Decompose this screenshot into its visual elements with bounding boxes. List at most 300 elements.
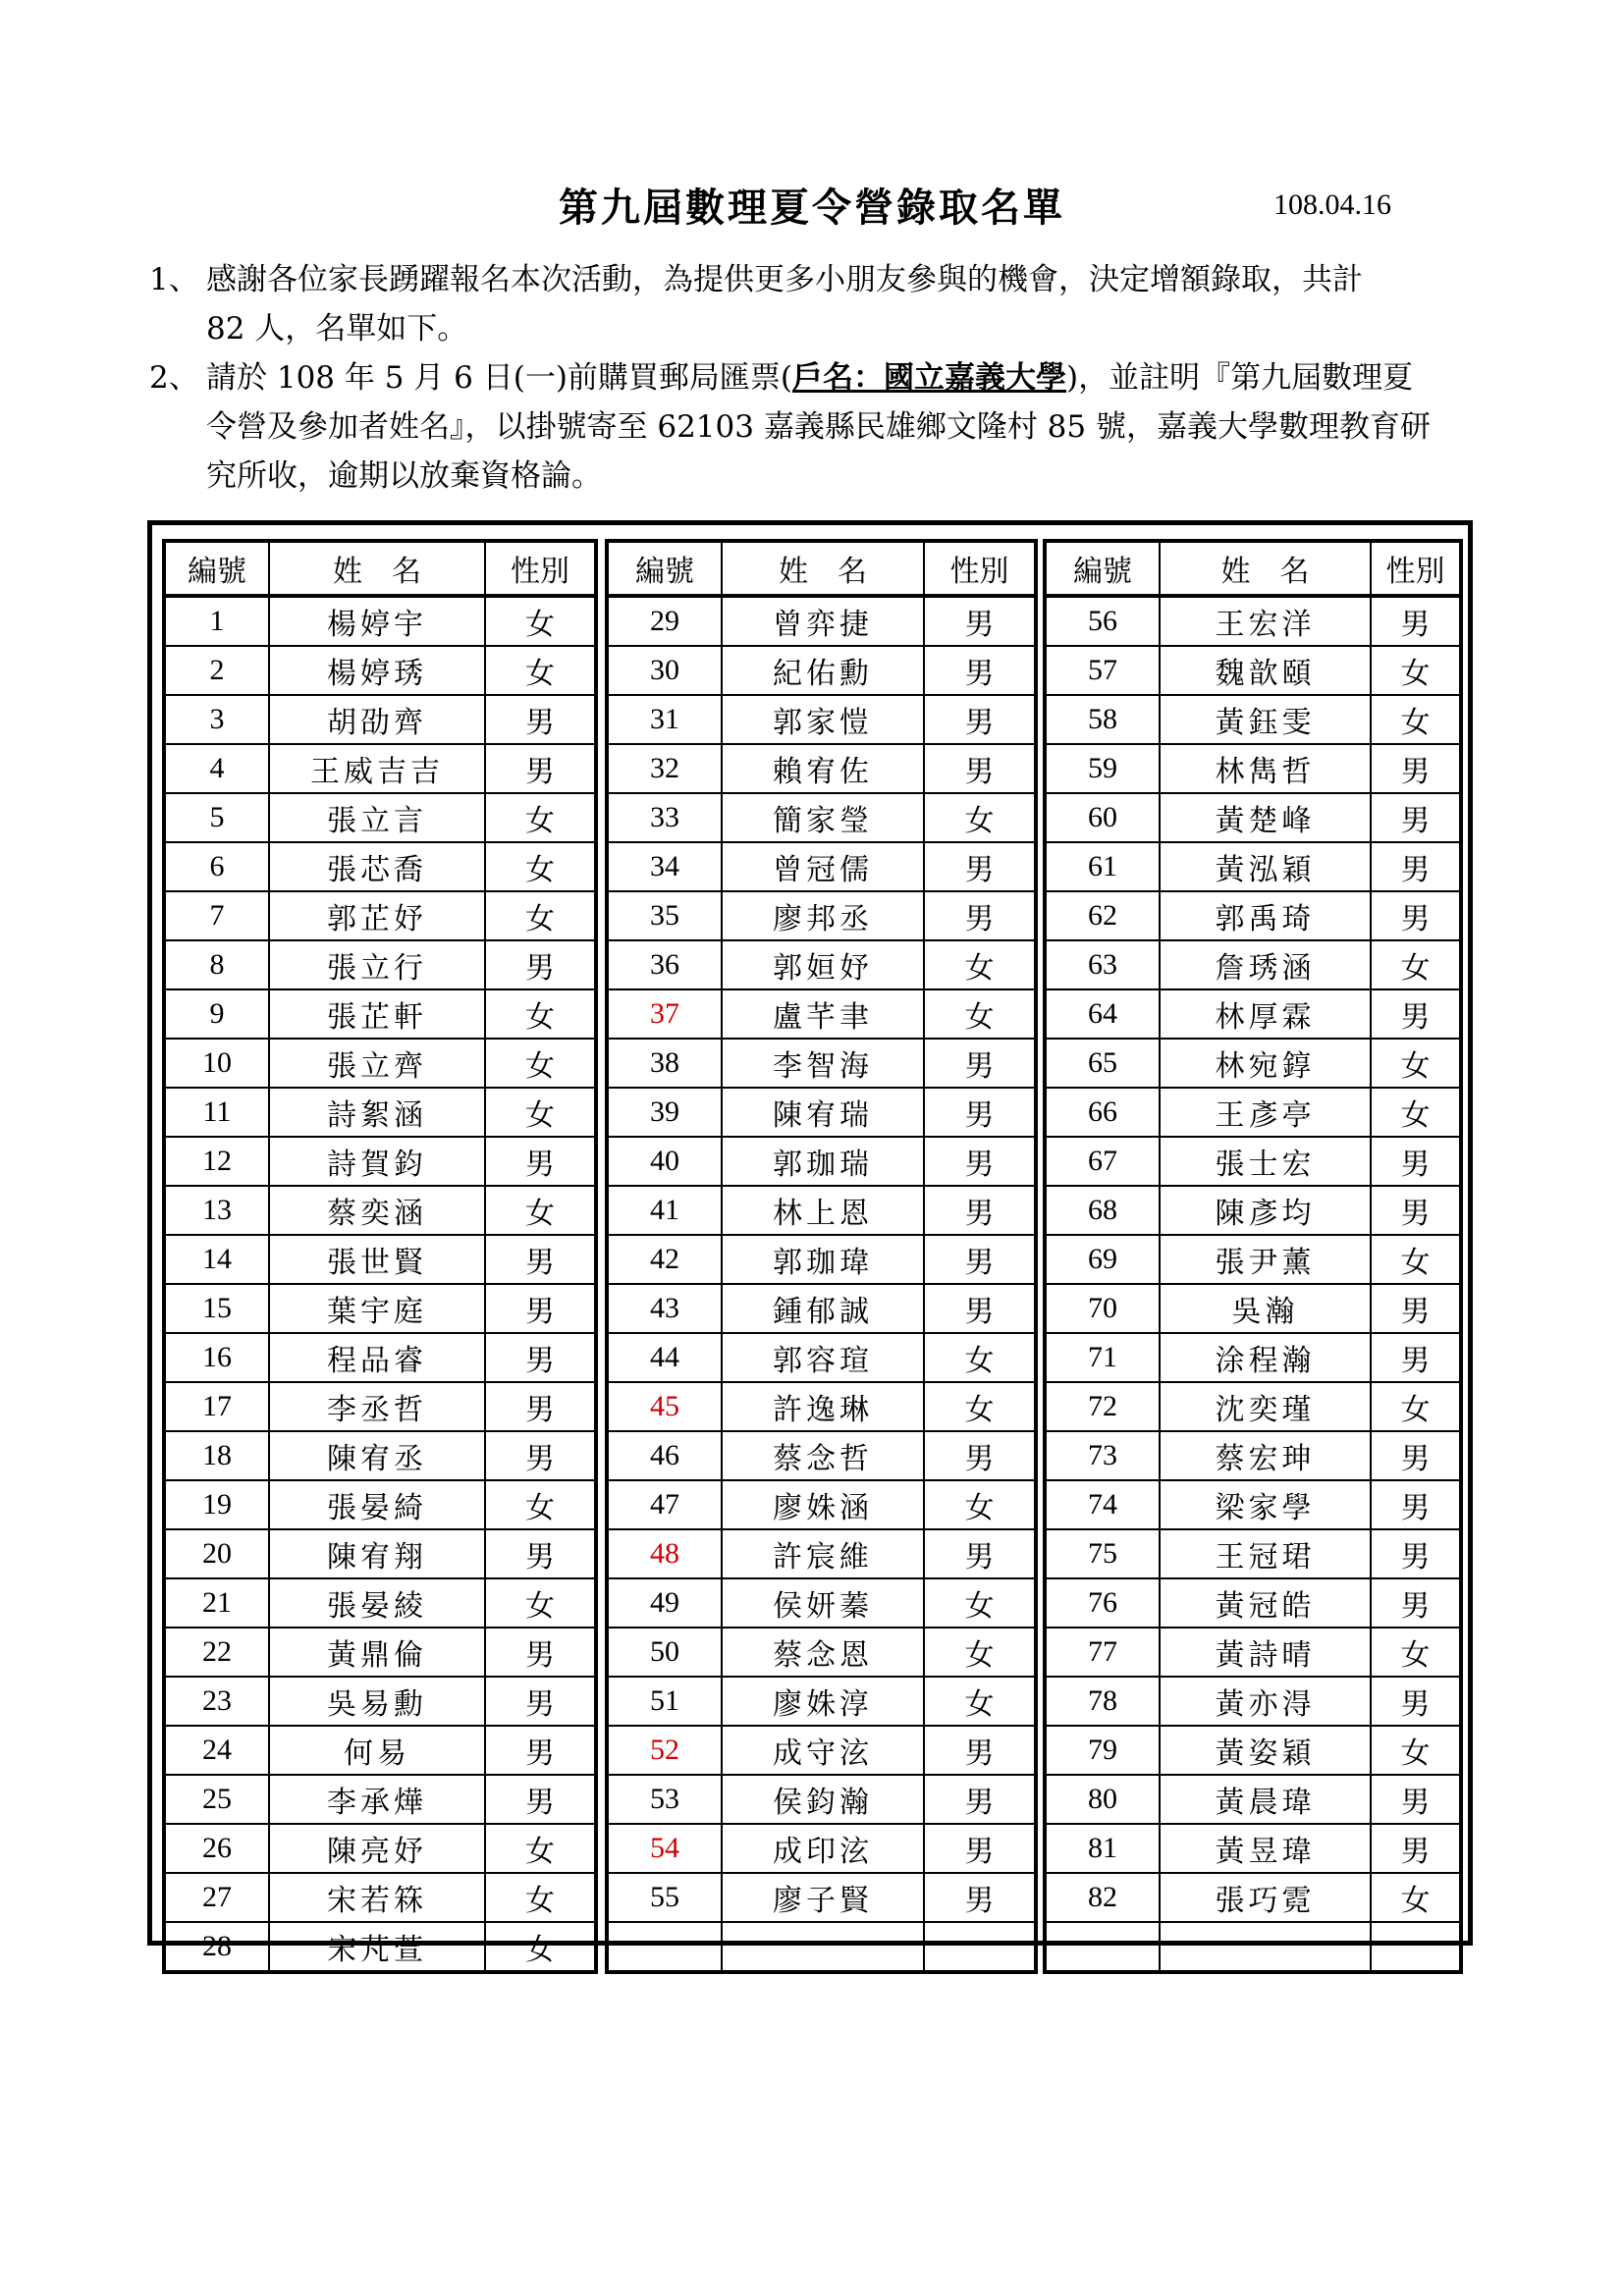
entry-number: 57 — [1045, 646, 1160, 695]
entry-gender: 女 — [1371, 1382, 1461, 1431]
entry-number: 61 — [1045, 842, 1160, 891]
table-row — [607, 1922, 1036, 1972]
table-row — [607, 1088, 1036, 1137]
notice-2-line-3: 究所收，逾期以放棄資格論。 — [206, 458, 602, 494]
table-row — [164, 1431, 596, 1480]
entry-number: 5 — [164, 793, 269, 842]
table-row — [607, 1235, 1036, 1284]
table-row — [164, 1529, 596, 1578]
list-panel-2 — [605, 539, 1038, 1974]
entry-number: 53 — [607, 1775, 722, 1824]
entry-number: 3 — [164, 695, 269, 744]
table-row — [1045, 891, 1461, 940]
entry-name: 侯妍蓁 — [722, 1578, 924, 1628]
entry-name: 曾冠儒 — [722, 842, 924, 891]
entry-name: 涂程瀚 — [1160, 1333, 1371, 1382]
entry-name: 王威吉吉 — [269, 744, 485, 793]
entry-name: 簡家瑩 — [722, 793, 924, 842]
table-row — [164, 1088, 596, 1137]
entry-number: 36 — [607, 940, 722, 989]
entry-name: 吳易勳 — [269, 1677, 485, 1726]
entry-gender: 女 — [1371, 646, 1461, 695]
entry-gender: 男 — [924, 1873, 1036, 1922]
entry-number: 38 — [607, 1039, 722, 1088]
table-row — [164, 989, 596, 1039]
entry-number: 11 — [164, 1088, 269, 1137]
entry-name: 吳瀚 — [1160, 1284, 1371, 1333]
list-panel-3 — [1043, 539, 1463, 1974]
table-row — [607, 989, 1036, 1039]
entry-gender: 男 — [485, 1529, 596, 1578]
entry-gender: 男 — [924, 1088, 1036, 1137]
entry-name: 張尹薰 — [1160, 1235, 1371, 1284]
table-row — [607, 891, 1036, 940]
entry-gender: 男 — [485, 1726, 596, 1775]
entry-gender: 男 — [485, 1775, 596, 1824]
entry-name: 王冠珺 — [1160, 1529, 1371, 1578]
entry-gender: 女 — [485, 989, 596, 1039]
table-row — [164, 891, 596, 940]
table-row — [607, 793, 1036, 842]
table-row — [164, 1382, 596, 1431]
table-row — [164, 1333, 596, 1382]
entry-number — [1045, 1922, 1160, 1972]
entry-number: 48 — [607, 1529, 722, 1578]
entry-name: 林雋哲 — [1160, 744, 1371, 793]
entry-number: 17 — [164, 1382, 269, 1431]
entry-gender: 女 — [485, 646, 596, 695]
entry-gender: 男 — [485, 744, 596, 793]
entry-name: 蔡奕涵 — [269, 1186, 485, 1235]
table-row — [164, 940, 596, 989]
notice-1-line-2: 82 人，名單如下。 — [206, 311, 468, 347]
table-row — [607, 1824, 1036, 1873]
entry-gender: 男 — [485, 1284, 596, 1333]
entry-number: 72 — [1045, 1382, 1160, 1431]
table-row — [1045, 1137, 1461, 1186]
entry-name: 黃亦淂 — [1160, 1677, 1371, 1726]
entry-gender: 男 — [1371, 793, 1461, 842]
table-row — [164, 646, 596, 695]
table-row — [1045, 989, 1461, 1039]
table-row — [607, 1677, 1036, 1726]
table-row — [164, 744, 596, 793]
entry-gender: 女 — [924, 1578, 1036, 1628]
table-row — [1045, 1480, 1461, 1529]
entry-name: 蔡宏珅 — [1160, 1431, 1371, 1480]
entry-gender: 男 — [485, 1333, 596, 1382]
table-row — [607, 744, 1036, 793]
entry-gender: 男 — [485, 1235, 596, 1284]
entry-number: 52 — [607, 1726, 722, 1775]
entry-number: 16 — [164, 1333, 269, 1382]
entry-gender: 男 — [485, 940, 596, 989]
entry-gender — [1371, 1922, 1461, 1972]
table-row — [1045, 1824, 1461, 1873]
entry-name: 侯鈞瀚 — [722, 1775, 924, 1824]
entry-name: 蔡念哲 — [722, 1431, 924, 1480]
entry-name: 陳宥翔 — [269, 1529, 485, 1578]
entry-number: 82 — [1045, 1873, 1160, 1922]
table-row — [164, 596, 596, 646]
entry-number: 71 — [1045, 1333, 1160, 1382]
entry-number: 10 — [164, 1039, 269, 1088]
entry-gender: 男 — [1371, 1775, 1461, 1824]
entry-number: 66 — [1045, 1088, 1160, 1137]
table-row — [164, 1628, 596, 1677]
table-row — [1045, 793, 1461, 842]
entry-gender: 男 — [924, 646, 1036, 695]
header-number: 編號 — [164, 541, 269, 596]
entry-name: 楊婷宇 — [269, 596, 485, 646]
entry-gender: 男 — [1371, 1824, 1461, 1873]
entry-number: 37 — [607, 989, 722, 1039]
table-row — [1045, 744, 1461, 793]
entry-number: 58 — [1045, 695, 1160, 744]
entry-number: 49 — [607, 1578, 722, 1628]
entry-number: 1 — [164, 596, 269, 646]
entry-name: 郭容瑄 — [722, 1333, 924, 1382]
entry-number: 6 — [164, 842, 269, 891]
notice-2 — [149, 353, 1504, 501]
entry-number: 65 — [1045, 1039, 1160, 1088]
table-row — [164, 1039, 596, 1088]
table-row — [607, 1431, 1036, 1480]
entry-number: 25 — [164, 1775, 269, 1824]
entry-number: 45 — [607, 1382, 722, 1431]
entry-name: 張立言 — [269, 793, 485, 842]
entry-gender: 男 — [924, 1775, 1036, 1824]
header-gender: 性別 — [485, 541, 596, 596]
entry-number: 75 — [1045, 1529, 1160, 1578]
entry-gender: 男 — [924, 1186, 1036, 1235]
entry-name: 黃晨瑋 — [1160, 1775, 1371, 1824]
entry-gender: 女 — [924, 1333, 1036, 1382]
entry-name: 陳宥瑞 — [722, 1088, 924, 1137]
table-row — [1045, 1333, 1461, 1382]
entry-number: 76 — [1045, 1578, 1160, 1628]
table-row — [164, 1775, 596, 1824]
entry-number: 8 — [164, 940, 269, 989]
entry-name: 詹琇涵 — [1160, 940, 1371, 989]
entry-gender: 男 — [1371, 596, 1461, 646]
header-gender: 性別 — [1371, 541, 1461, 596]
entry-name: 黃楚峰 — [1160, 793, 1371, 842]
entry-gender: 女 — [1371, 1726, 1461, 1775]
entry-number: 14 — [164, 1235, 269, 1284]
entry-name: 郭姮妤 — [722, 940, 924, 989]
entry-gender: 男 — [924, 1431, 1036, 1480]
entry-number: 2 — [164, 646, 269, 695]
entry-name: 陳亮妤 — [269, 1824, 485, 1873]
entry-gender: 女 — [485, 1186, 596, 1235]
entry-number: 27 — [164, 1873, 269, 1922]
table-row — [164, 1578, 596, 1628]
entry-number: 28 — [164, 1922, 269, 1972]
entry-name: 詩賀鈞 — [269, 1137, 485, 1186]
entry-name: 張晏綺 — [269, 1480, 485, 1529]
entry-number: 70 — [1045, 1284, 1160, 1333]
entry-gender: 女 — [485, 1578, 596, 1628]
entry-name: 張立齊 — [269, 1039, 485, 1088]
entry-number: 55 — [607, 1873, 722, 1922]
entry-gender: 女 — [1371, 1039, 1461, 1088]
entry-name: 郭禹琦 — [1160, 891, 1371, 940]
entry-number: 30 — [607, 646, 722, 695]
entry-number: 34 — [607, 842, 722, 891]
entry-gender: 女 — [485, 842, 596, 891]
header-gender: 性別 — [924, 541, 1036, 596]
entry-gender: 男 — [485, 1677, 596, 1726]
entry-name: 黃冠皓 — [1160, 1578, 1371, 1628]
entry-gender: 男 — [1371, 1137, 1461, 1186]
table-row — [164, 1677, 596, 1726]
page-title: 第九屆數理夏令營錄取名單 — [559, 185, 1065, 231]
header-name: 姓 名 — [1160, 541, 1371, 596]
entry-name: 許逸琳 — [722, 1382, 924, 1431]
entry-gender: 女 — [1371, 940, 1461, 989]
entry-name: 宋芃萱 — [269, 1922, 485, 1972]
entry-number: 39 — [607, 1088, 722, 1137]
list-panel-1 — [162, 539, 598, 1974]
entry-name: 紀佑勳 — [722, 646, 924, 695]
entry-gender: 男 — [924, 744, 1036, 793]
notice-1-line-1: 感謝各位家長踴躍報名本次活動，為提供更多小朋友參與的機會，決定增額錄取，共計 — [206, 262, 1363, 297]
entry-name: 黃泓穎 — [1160, 842, 1371, 891]
entry-name: 程品睿 — [269, 1333, 485, 1382]
table-row — [607, 1186, 1036, 1235]
entry-number: 12 — [164, 1137, 269, 1186]
entry-gender: 男 — [1371, 1529, 1461, 1578]
entry-name: 黃鼎倫 — [269, 1628, 485, 1677]
table-row — [607, 940, 1036, 989]
entry-number: 56 — [1045, 596, 1160, 646]
table-row — [607, 1333, 1036, 1382]
entry-gender: 男 — [924, 891, 1036, 940]
table-row — [607, 1775, 1036, 1824]
header-number: 編號 — [1045, 541, 1160, 596]
entry-name: 陳彥均 — [1160, 1186, 1371, 1235]
entry-gender: 男 — [924, 842, 1036, 891]
entry-number: 21 — [164, 1578, 269, 1628]
entry-number: 4 — [164, 744, 269, 793]
entry-gender: 男 — [924, 695, 1036, 744]
entry-number: 33 — [607, 793, 722, 842]
notice-2-line-1c: )，並註明『第九屆數理夏 — [1066, 360, 1414, 396]
entry-name: 沈奕瑾 — [1160, 1382, 1371, 1431]
table-row — [1045, 1382, 1461, 1431]
notice-2-line-1a: 請於 108 年 5 月 6 日(一)前購買郵局匯票( — [206, 360, 793, 396]
table-row — [607, 1529, 1036, 1578]
entry-gender: 男 — [924, 596, 1036, 646]
entry-name: 李丞哲 — [269, 1382, 485, 1431]
table-row — [164, 1726, 596, 1775]
header-name: 姓 名 — [269, 541, 485, 596]
table-row — [1045, 646, 1461, 695]
entry-name: 陳宥丞 — [269, 1431, 485, 1480]
entry-number: 73 — [1045, 1431, 1160, 1480]
entry-name — [722, 1922, 924, 1972]
entry-gender: 女 — [485, 1873, 596, 1922]
table-row — [164, 695, 596, 744]
entry-name: 李智海 — [722, 1039, 924, 1088]
entry-name: 張世賢 — [269, 1235, 485, 1284]
document-date: 108.04.16 — [1273, 188, 1391, 221]
entry-number: 41 — [607, 1186, 722, 1235]
entry-gender: 男 — [1371, 891, 1461, 940]
entry-gender: 女 — [485, 1039, 596, 1088]
table-row — [164, 1284, 596, 1333]
table-row — [1045, 842, 1461, 891]
entry-gender: 男 — [924, 1726, 1036, 1775]
table-row — [607, 1480, 1036, 1529]
entry-number: 51 — [607, 1677, 722, 1726]
entry-number: 68 — [1045, 1186, 1160, 1235]
entry-name: 何易 — [269, 1726, 485, 1775]
entry-name: 宋若箖 — [269, 1873, 485, 1922]
table-row — [607, 1137, 1036, 1186]
table-row — [1045, 940, 1461, 989]
entry-gender: 女 — [1371, 695, 1461, 744]
table-row — [1045, 1284, 1461, 1333]
entry-gender: 女 — [1371, 1235, 1461, 1284]
entry-name — [1160, 1922, 1371, 1972]
entry-name: 許宸維 — [722, 1529, 924, 1578]
entry-name: 郭珈瑋 — [722, 1235, 924, 1284]
table-row — [164, 793, 596, 842]
entry-number: 77 — [1045, 1628, 1160, 1677]
entry-number: 15 — [164, 1284, 269, 1333]
entry-number: 20 — [164, 1529, 269, 1578]
entry-gender: 女 — [485, 891, 596, 940]
entry-name: 王彥亭 — [1160, 1088, 1371, 1137]
entry-name: 葉宇庭 — [269, 1284, 485, 1333]
entry-gender: 男 — [1371, 989, 1461, 1039]
entry-number: 19 — [164, 1480, 269, 1529]
entry-gender: 女 — [485, 1922, 596, 1972]
entry-number: 54 — [607, 1824, 722, 1873]
entry-number: 64 — [1045, 989, 1160, 1039]
entry-name: 林上恩 — [722, 1186, 924, 1235]
table-row — [607, 1628, 1036, 1677]
entry-name: 黃鈺雯 — [1160, 695, 1371, 744]
entry-number: 31 — [607, 695, 722, 744]
entry-name: 張士宏 — [1160, 1137, 1371, 1186]
entry-name: 張芷軒 — [269, 989, 485, 1039]
entry-gender: 男 — [485, 1431, 596, 1480]
header-name: 姓 名 — [722, 541, 924, 596]
entry-gender: 男 — [485, 1382, 596, 1431]
entry-gender: 男 — [924, 1529, 1036, 1578]
entry-name: 成守泫 — [722, 1726, 924, 1775]
entry-gender: 男 — [1371, 1480, 1461, 1529]
entry-number: 42 — [607, 1235, 722, 1284]
entry-number: 63 — [1045, 940, 1160, 989]
entry-number: 32 — [607, 744, 722, 793]
entry-gender: 女 — [924, 1677, 1036, 1726]
table-row — [607, 1578, 1036, 1628]
entry-number: 50 — [607, 1628, 722, 1677]
entry-number: 40 — [607, 1137, 722, 1186]
table-row — [1045, 1186, 1461, 1235]
notice-2-line-2: 令營及參加者姓名』，以掛號寄至 62103 嘉義縣民雄鄉文隆村 85 號，嘉義大學數理教育研 — [206, 409, 1431, 445]
entry-gender: 男 — [924, 1137, 1036, 1186]
entry-gender: 男 — [1371, 1186, 1461, 1235]
entry-number: 18 — [164, 1431, 269, 1480]
entry-name: 黃姿穎 — [1160, 1726, 1371, 1775]
entry-name: 廖姝淳 — [722, 1677, 924, 1726]
entry-name: 張立行 — [269, 940, 485, 989]
entry-name: 張芯喬 — [269, 842, 485, 891]
entry-number: 26 — [164, 1824, 269, 1873]
header-row — [1045, 541, 1461, 596]
table-row — [164, 1480, 596, 1529]
header-number: 編號 — [607, 541, 722, 596]
entry-number: 43 — [607, 1284, 722, 1333]
table-row — [607, 842, 1036, 891]
entry-gender: 男 — [1371, 1431, 1461, 1480]
entry-gender: 女 — [924, 1628, 1036, 1677]
entry-gender: 男 — [485, 1628, 596, 1677]
entry-number: 79 — [1045, 1726, 1160, 1775]
entry-gender: 女 — [924, 989, 1036, 1039]
table-row — [607, 1382, 1036, 1431]
entry-name: 楊婷琇 — [269, 646, 485, 695]
table-row — [607, 695, 1036, 744]
notice-1-number: 1、 — [149, 262, 199, 297]
entry-name: 張巧霓 — [1160, 1873, 1371, 1922]
entry-number — [607, 1922, 722, 1972]
table-row — [1045, 1578, 1461, 1628]
entry-number: 22 — [164, 1628, 269, 1677]
entry-name: 郭家愷 — [722, 695, 924, 744]
entry-name: 郭芷妤 — [269, 891, 485, 940]
entry-gender: 女 — [924, 1382, 1036, 1431]
table-row — [1045, 1088, 1461, 1137]
table-row — [607, 1873, 1036, 1922]
table-row — [1045, 695, 1461, 744]
admission-list-table — [147, 520, 1473, 1967]
entry-number: 24 — [164, 1726, 269, 1775]
entry-gender: 男 — [1371, 1333, 1461, 1382]
table-row — [1045, 1039, 1461, 1088]
entry-name: 盧芊聿 — [722, 989, 924, 1039]
entry-gender: 男 — [1371, 1578, 1461, 1628]
entry-gender: 男 — [1371, 1284, 1461, 1333]
table-row — [1045, 1431, 1461, 1480]
entry-number: 60 — [1045, 793, 1160, 842]
entry-name: 胡劭齊 — [269, 695, 485, 744]
table-row — [1045, 1775, 1461, 1824]
entry-number: 23 — [164, 1677, 269, 1726]
entry-gender: 女 — [1371, 1628, 1461, 1677]
entry-name: 賴宥佐 — [722, 744, 924, 793]
entry-name: 魏歆頤 — [1160, 646, 1371, 695]
table-row — [164, 1137, 596, 1186]
entry-name: 鍾郁誠 — [722, 1284, 924, 1333]
table-row — [164, 1235, 596, 1284]
entry-gender: 男 — [485, 695, 596, 744]
entry-name: 詩絮涵 — [269, 1088, 485, 1137]
entry-gender: 女 — [924, 793, 1036, 842]
entry-name: 王宏洋 — [1160, 596, 1371, 646]
entry-gender — [924, 1922, 1036, 1972]
entry-name: 蔡念恩 — [722, 1628, 924, 1677]
entry-name: 林宛錞 — [1160, 1039, 1371, 1088]
entry-name: 廖邦丞 — [722, 891, 924, 940]
entry-name: 黃昱瑋 — [1160, 1824, 1371, 1873]
entry-name: 李承燁 — [269, 1775, 485, 1824]
